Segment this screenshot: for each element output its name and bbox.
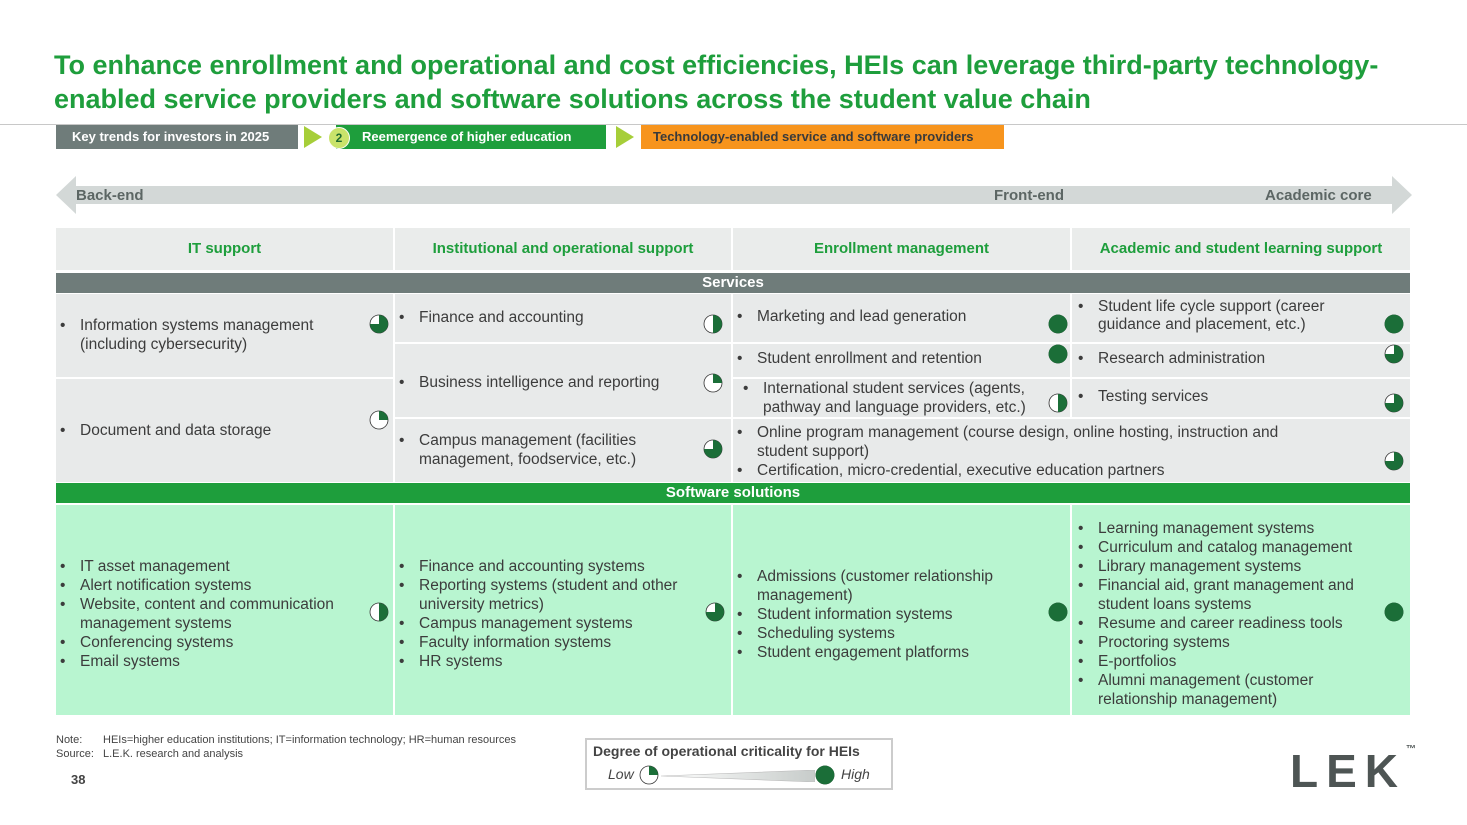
software-cell-institutional [395, 505, 731, 715]
lek-logo [1290, 744, 1416, 798]
service-cell [395, 344, 731, 417]
list-item: • Scheduling systems [733, 624, 1020, 643]
legend-low-pie-icon [639, 765, 659, 785]
services-band: Services [56, 273, 1410, 293]
breadcrumb-arrow-icon [616, 126, 634, 148]
list-item: • Proctoring systems [1074, 633, 1370, 652]
list-item: • Admissions (customer relationship management) [733, 567, 1020, 605]
footnote-source: L.E.K. research and analysis [103, 748, 244, 760]
list-item: • Research administration [1074, 349, 1360, 368]
software-cell-it [56, 505, 393, 715]
service-cell [733, 294, 1070, 342]
list-item: • Student life cycle support (career guidance and placement, etc.) [1074, 298, 1360, 334]
criticality-pie-icon [1048, 344, 1068, 364]
list-item: • Email systems [56, 652, 353, 671]
software-band: Software solutions [56, 483, 1410, 503]
list-item: • Campus management systems [395, 614, 701, 633]
list-item: • Student engagement platforms [733, 643, 1020, 662]
criticality-pie-icon [1384, 451, 1404, 471]
criticality-pie-icon [703, 373, 723, 393]
software-cell-enrollment [733, 505, 1070, 715]
list-item: • Reporting systems (student and other university metrics) [395, 576, 701, 614]
list-item: • IT asset management [56, 557, 353, 576]
list-item: • Testing services [1074, 387, 1360, 406]
list-item: • Student information systems [733, 605, 1020, 624]
list-item: • E-portfolios [1074, 652, 1370, 671]
service-cell [56, 294, 393, 377]
criticality-pie-icon [369, 602, 389, 622]
list-item: • Website, content and communication management systems [56, 595, 353, 633]
legend-high-pie-icon [815, 765, 835, 785]
service-cell-merged [733, 419, 1410, 482]
software-cell-academic [1072, 505, 1410, 715]
criticality-pie-icon [1048, 314, 1068, 334]
service-cell [395, 419, 731, 482]
list-item: • Information systems management (including cybersecurity) [56, 316, 343, 354]
list-item: • Student enrollment and retention [733, 349, 1020, 368]
service-cell [395, 294, 731, 342]
list-item: • Certification, micro-credential, executive education partners [733, 461, 1350, 480]
service-cell [733, 379, 1070, 417]
breadcrumb-arrow-icon [304, 126, 322, 148]
breadcrumb-step-1: Key trends for investors in 2025 [56, 125, 298, 149]
page-number: 38 [71, 772, 86, 787]
list-item: • Learning management systems [1074, 519, 1370, 538]
value-chain-academic-core: Academic core [1265, 187, 1372, 204]
criticality-pie-icon [703, 314, 723, 334]
value-chain-arrow [56, 176, 1412, 214]
legend-low: Low [608, 766, 634, 782]
legend-high: High [841, 766, 870, 782]
list-item: • Online program management (course design, online hosting, instruction and student support) [733, 423, 1317, 461]
list-item: • Finance and accounting [395, 308, 691, 327]
column-header-academic: Academic and student learning support [1072, 228, 1410, 270]
list-item: • Finance and accounting systems [395, 557, 701, 576]
legend-gradient-bar [661, 770, 815, 782]
column-header-it-support: IT support [56, 228, 393, 270]
criticality-pie-icon [703, 439, 723, 459]
criticality-pie-icon [1384, 393, 1404, 413]
list-item: • International student services (agents, pathway and language providers, etc.) [739, 379, 1040, 417]
criticality-pie-icon [1384, 314, 1404, 334]
service-cell [1072, 379, 1410, 417]
service-cell [1072, 344, 1410, 377]
criticality-pie-icon [1384, 344, 1404, 364]
list-item: • Resume and career readiness tools [1074, 614, 1370, 633]
criticality-pie-icon [369, 410, 389, 430]
footnote-note-label: Note: [56, 734, 83, 746]
criticality-legend [585, 738, 893, 790]
page-title: To enhance enrollment and operational and cost efficiencies, HEIs can leverage third-party technology-enabled service providers and software solutions across the student value chain [54, 50, 1379, 114]
criticality-pie-icon [705, 602, 725, 622]
criticality-pie-icon [369, 314, 389, 334]
criticality-pie-icon [1048, 602, 1068, 622]
list-item: • Campus management (facilities management, foodservice, etc.) [395, 431, 681, 469]
list-item: • Curriculum and catalog management [1074, 538, 1370, 557]
step-number-badge: 2 [328, 127, 350, 149]
service-cell [733, 344, 1070, 377]
footnote-source-label: Source: [56, 748, 94, 760]
list-item: • Alert notification systems [56, 576, 353, 595]
list-item: • Document and data storage [56, 421, 343, 440]
criticality-pie-icon [1384, 602, 1404, 622]
list-item: • Financial aid, grant management and student loans systems [1074, 576, 1370, 614]
list-item: • Business intelligence and reporting [395, 373, 691, 392]
list-item: • Alumni management (customer relationship management) [1074, 671, 1370, 709]
list-item: • Library management systems [1074, 557, 1370, 576]
column-header-institutional: Institutional and operational support [395, 228, 731, 270]
legend-title: Degree of operational criticality for HEIs [593, 743, 860, 759]
logo-text: LEK [1290, 745, 1406, 797]
criticality-pie-icon [1048, 393, 1068, 413]
value-chain-back-end: Back-end [76, 187, 144, 204]
logo-trademark: ™ [1406, 744, 1416, 755]
list-item: • Conferencing systems [56, 633, 353, 652]
service-cell [1072, 294, 1410, 342]
list-item: • HR systems [395, 652, 701, 671]
breadcrumb-step-2: Reemergence of higher education [336, 125, 606, 149]
value-chain-front-end: Front-end [994, 187, 1064, 204]
column-header-enrollment: Enrollment management [733, 228, 1070, 270]
service-cell [56, 379, 393, 482]
list-item: • Marketing and lead generation [733, 307, 1020, 326]
breadcrumb-step-3: Technology-enabled service and software providers [641, 125, 1004, 149]
footnote-note: HEIs=higher education institutions; IT=information technology; HR=human resources [103, 734, 517, 746]
list-item: • Faculty information systems [395, 633, 701, 652]
